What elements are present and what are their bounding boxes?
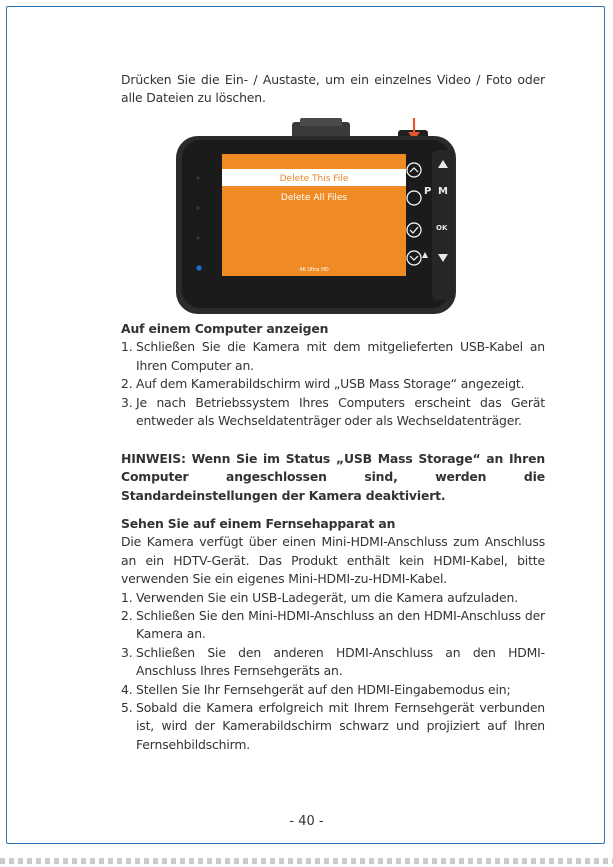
computer-steps [121, 338, 545, 430]
dashcam-illustration [168, 118, 464, 318]
p-button: P [424, 186, 432, 197]
computer-heading: Auf einem Computer anzeigen [121, 321, 329, 336]
list-item: 3. Je nach Betriebssystem Ihres Computers erscheint das Gerät entweder als Wechseldatenträger oder als Wechseldatenträger. [121, 394, 545, 429]
list-item: 1. Schließen Sie die Kamera mit dem mitgelieferten USB-Kabel an Ihren Computer an. [121, 339, 545, 373]
computer-section [121, 320, 545, 430]
tv-description: Die Kamera verfügt über einen Mini-HDMI-Anschluss zum Anschluss an ein HDTV-Gerät. Das Produkt enthält kein HDMI-Kabel, bitte verwenden Sie ein eigenes Mini-HDMI-zu-HDMI-Kabel. [121, 534, 545, 587]
tv-steps [121, 589, 545, 755]
status-led-icon [196, 265, 201, 270]
list-item: 1. Verwenden Sie ein USB-Ladegerät, um die Kamera aufzuladen. [121, 589, 518, 605]
list-item: 3. Schließen Sie den anderen HDMI-Anschluss an den HDMI- Anschluss Ihres Fernsehgeräts an. [121, 644, 545, 679]
scan-edge [0, 858, 613, 864]
intro-text: Drücken Sie die Ein- / Austaste, um ein einzelnes Video / Foto oder alle Dateien zu löschen. [121, 72, 545, 106]
screen-footer: 4K Ultra HD [299, 267, 329, 273]
menu-item-delete-all: Delete All Files [280, 193, 348, 203]
list-item: 4. Stellen Sie Ihr Fernsehgerät auf den HDMI-Eingabemodus ein; [121, 681, 511, 697]
menu-item-delete-this: Delete This File [279, 174, 349, 184]
list-item: 2. Schließen Sie den Mini-HDMI-Anschluss an den HDMI-Anschluss der Kamera an. [121, 608, 545, 642]
tv-heading: Sehen Sie auf einem Fernsehapparat an [121, 516, 396, 531]
m-button: M [438, 186, 448, 197]
list-item: 5. Sobald die Kamera erfolgreich mit Ihrem Fernsehgerät verbunden ist, wird der Kamerabildschirm schwarz und projiziert auf Ihren Fernsehbildschirm. [121, 700, 545, 752]
note-text: HINWEIS: Wenn Sie im Status „USB Mass Storage“ an Ihren Computer angeschlossen sind, werden die Standardeinstellungen der Kamera deaktiviert. [121, 451, 545, 503]
page-number: - 40 - [289, 814, 324, 829]
tv-section [121, 515, 545, 754]
ok-button: OK [436, 224, 448, 232]
list-item: 2. Auf dem Kamerabildschirm wird „USB Mass Storage“ angezeigt. [121, 376, 525, 392]
